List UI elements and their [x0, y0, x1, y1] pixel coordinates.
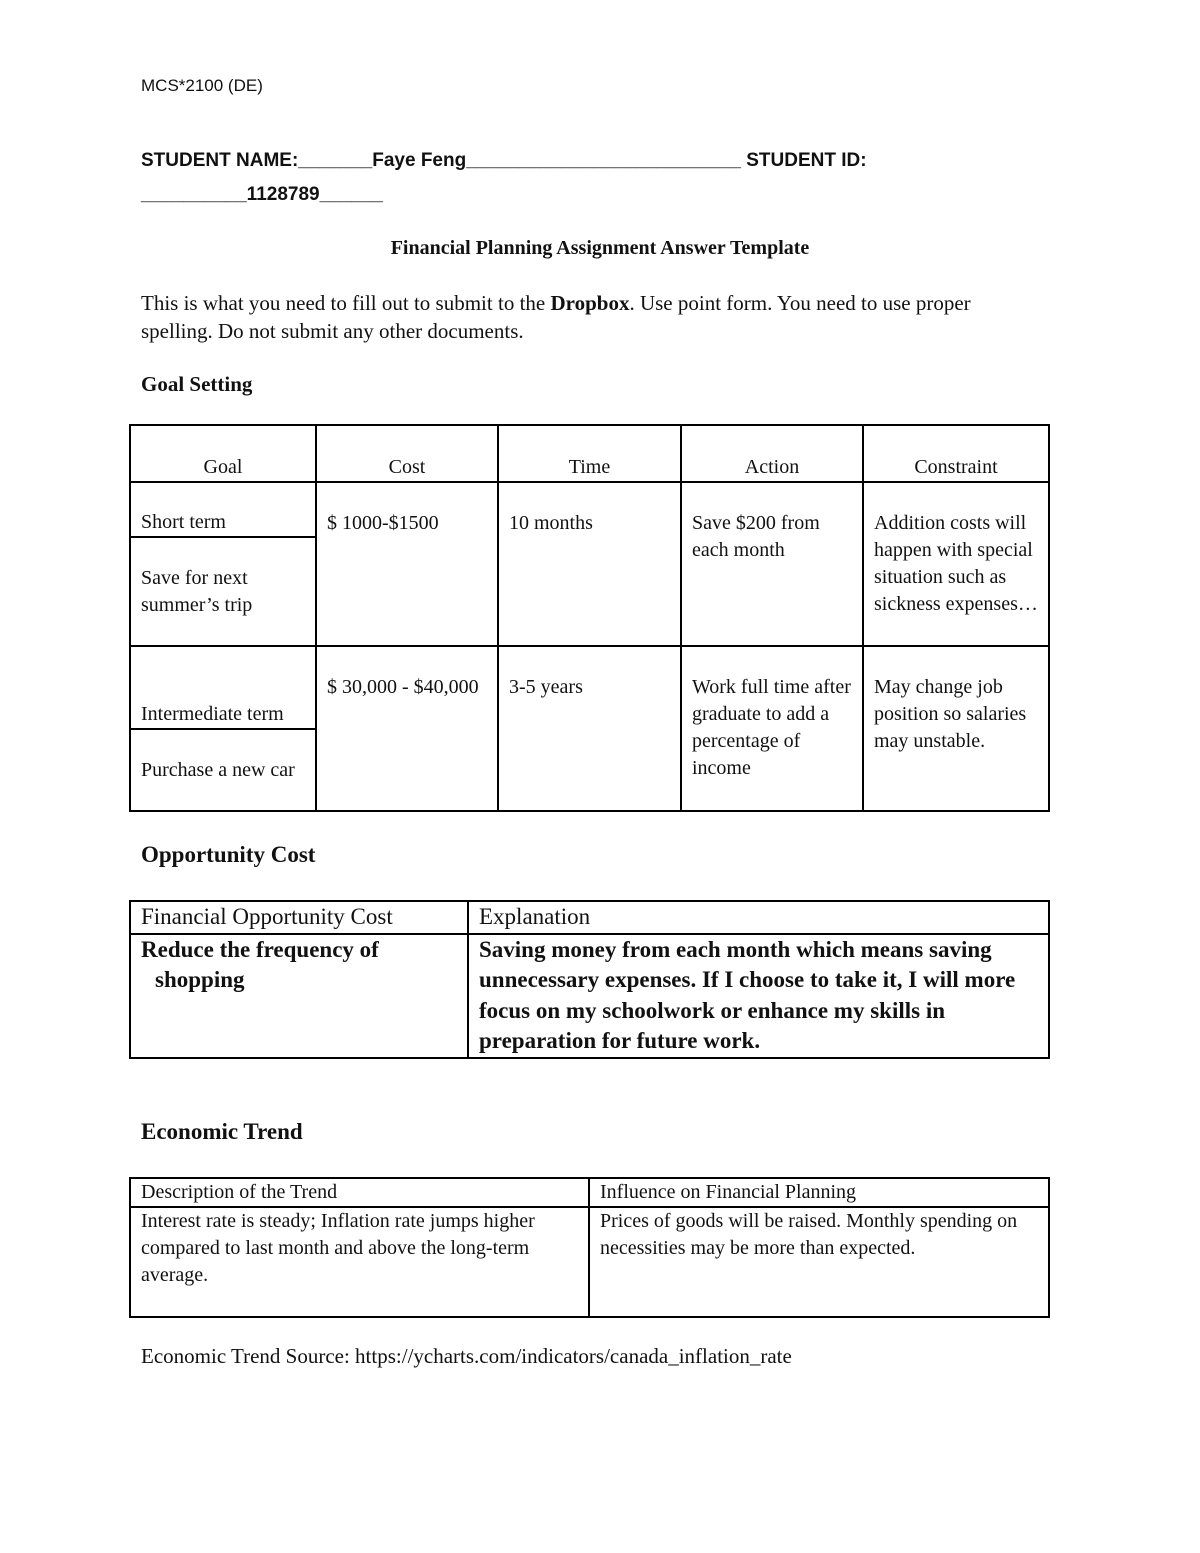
col-header-constraint: Constraint	[863, 425, 1049, 482]
opportunity-cost-line2: shopping	[155, 967, 245, 992]
goal-setting-table	[129, 424, 1050, 812]
col-header-explanation: Explanation	[468, 901, 1049, 934]
action-cell: Work full time after graduate to add a percentage of income	[681, 646, 863, 811]
constraint-cell: May change job position so salaries may unstable.	[863, 646, 1049, 811]
intro-dropbox-bold: Dropbox	[550, 291, 630, 315]
goal-cell: Save for next summer’s trip	[130, 537, 316, 646]
col-header-financial-opportunity-cost: Financial Opportunity Cost	[130, 901, 468, 934]
goal-setting-heading: Goal Setting	[141, 372, 253, 396]
economic-trend-table	[129, 1177, 1050, 1318]
trend-description-cell: Interest rate is steady; Inflation rate jumps higher compared to last month and above the long-term average.	[130, 1207, 589, 1317]
opportunity-cost-cell	[130, 934, 468, 1058]
document-title: Financial Planning Assignment Answer Template	[390, 237, 810, 259]
opportunity-cost-line1: Reduce the frequency of	[141, 936, 379, 962]
term-cell: Intermediate term	[130, 646, 316, 729]
time-cell: 3-5 years	[498, 646, 681, 811]
student-info-line: STUDENT NAME:_______Faye Feng__________________________ STUDENT ID: __________1128789______	[141, 150, 867, 205]
cost-cell: $ 30,000 - $40,000	[316, 646, 498, 811]
cost-cell: $ 1000-$1500	[316, 482, 498, 646]
col-header-influence: Influence on Financial Planning	[589, 1178, 1049, 1207]
action-cell: Save $200 from each month	[681, 482, 863, 646]
intro-text-before: This is what you need to fill out to submit to the	[141, 291, 551, 315]
col-header-action: Action	[681, 425, 863, 482]
table-row	[130, 901, 1049, 934]
economic-trend-heading: Economic Trend	[141, 1119, 303, 1144]
time-cell: 10 months	[498, 482, 681, 646]
goal-table-header-row	[130, 425, 1049, 482]
goal-cell: Purchase a new car	[130, 729, 316, 811]
explanation-cell: Saving money from each month which means saving unnecessary expenses. If I choose to take it, I will more focus on my schoolwork or enhance my skills in preparation for future work.	[468, 934, 1049, 1058]
opportunity-cost-heading: Opportunity Cost	[141, 842, 316, 867]
opportunity-cost-table	[129, 900, 1050, 1059]
constraint-cell: Addition costs will happen with special situation such as sickness expenses…	[863, 482, 1049, 646]
table-row	[130, 482, 1049, 537]
table-row	[130, 934, 1049, 1058]
intro-text-after: . Use point form. You need to use proper spelling. Do not submit any other documents.	[141, 291, 971, 343]
course-code: MCS*2100 (DE)	[141, 76, 263, 95]
col-header-description: Description of the Trend	[130, 1178, 589, 1207]
table-row	[130, 646, 1049, 729]
intro-paragraph	[141, 289, 1041, 345]
table-row	[130, 1207, 1049, 1317]
trend-influence-cell: Prices of goods will be raised. Monthly spending on necessities may be more than expected.	[589, 1207, 1049, 1317]
col-header-time: Time	[498, 425, 681, 482]
table-row	[130, 1178, 1049, 1207]
col-header-goal: Goal	[130, 425, 316, 482]
economic-trend-source: Economic Trend Source: https://ycharts.com/indicators/canada_inflation_rate	[141, 1344, 792, 1368]
term-cell: Short term	[130, 482, 316, 537]
col-header-cost: Cost	[316, 425, 498, 482]
